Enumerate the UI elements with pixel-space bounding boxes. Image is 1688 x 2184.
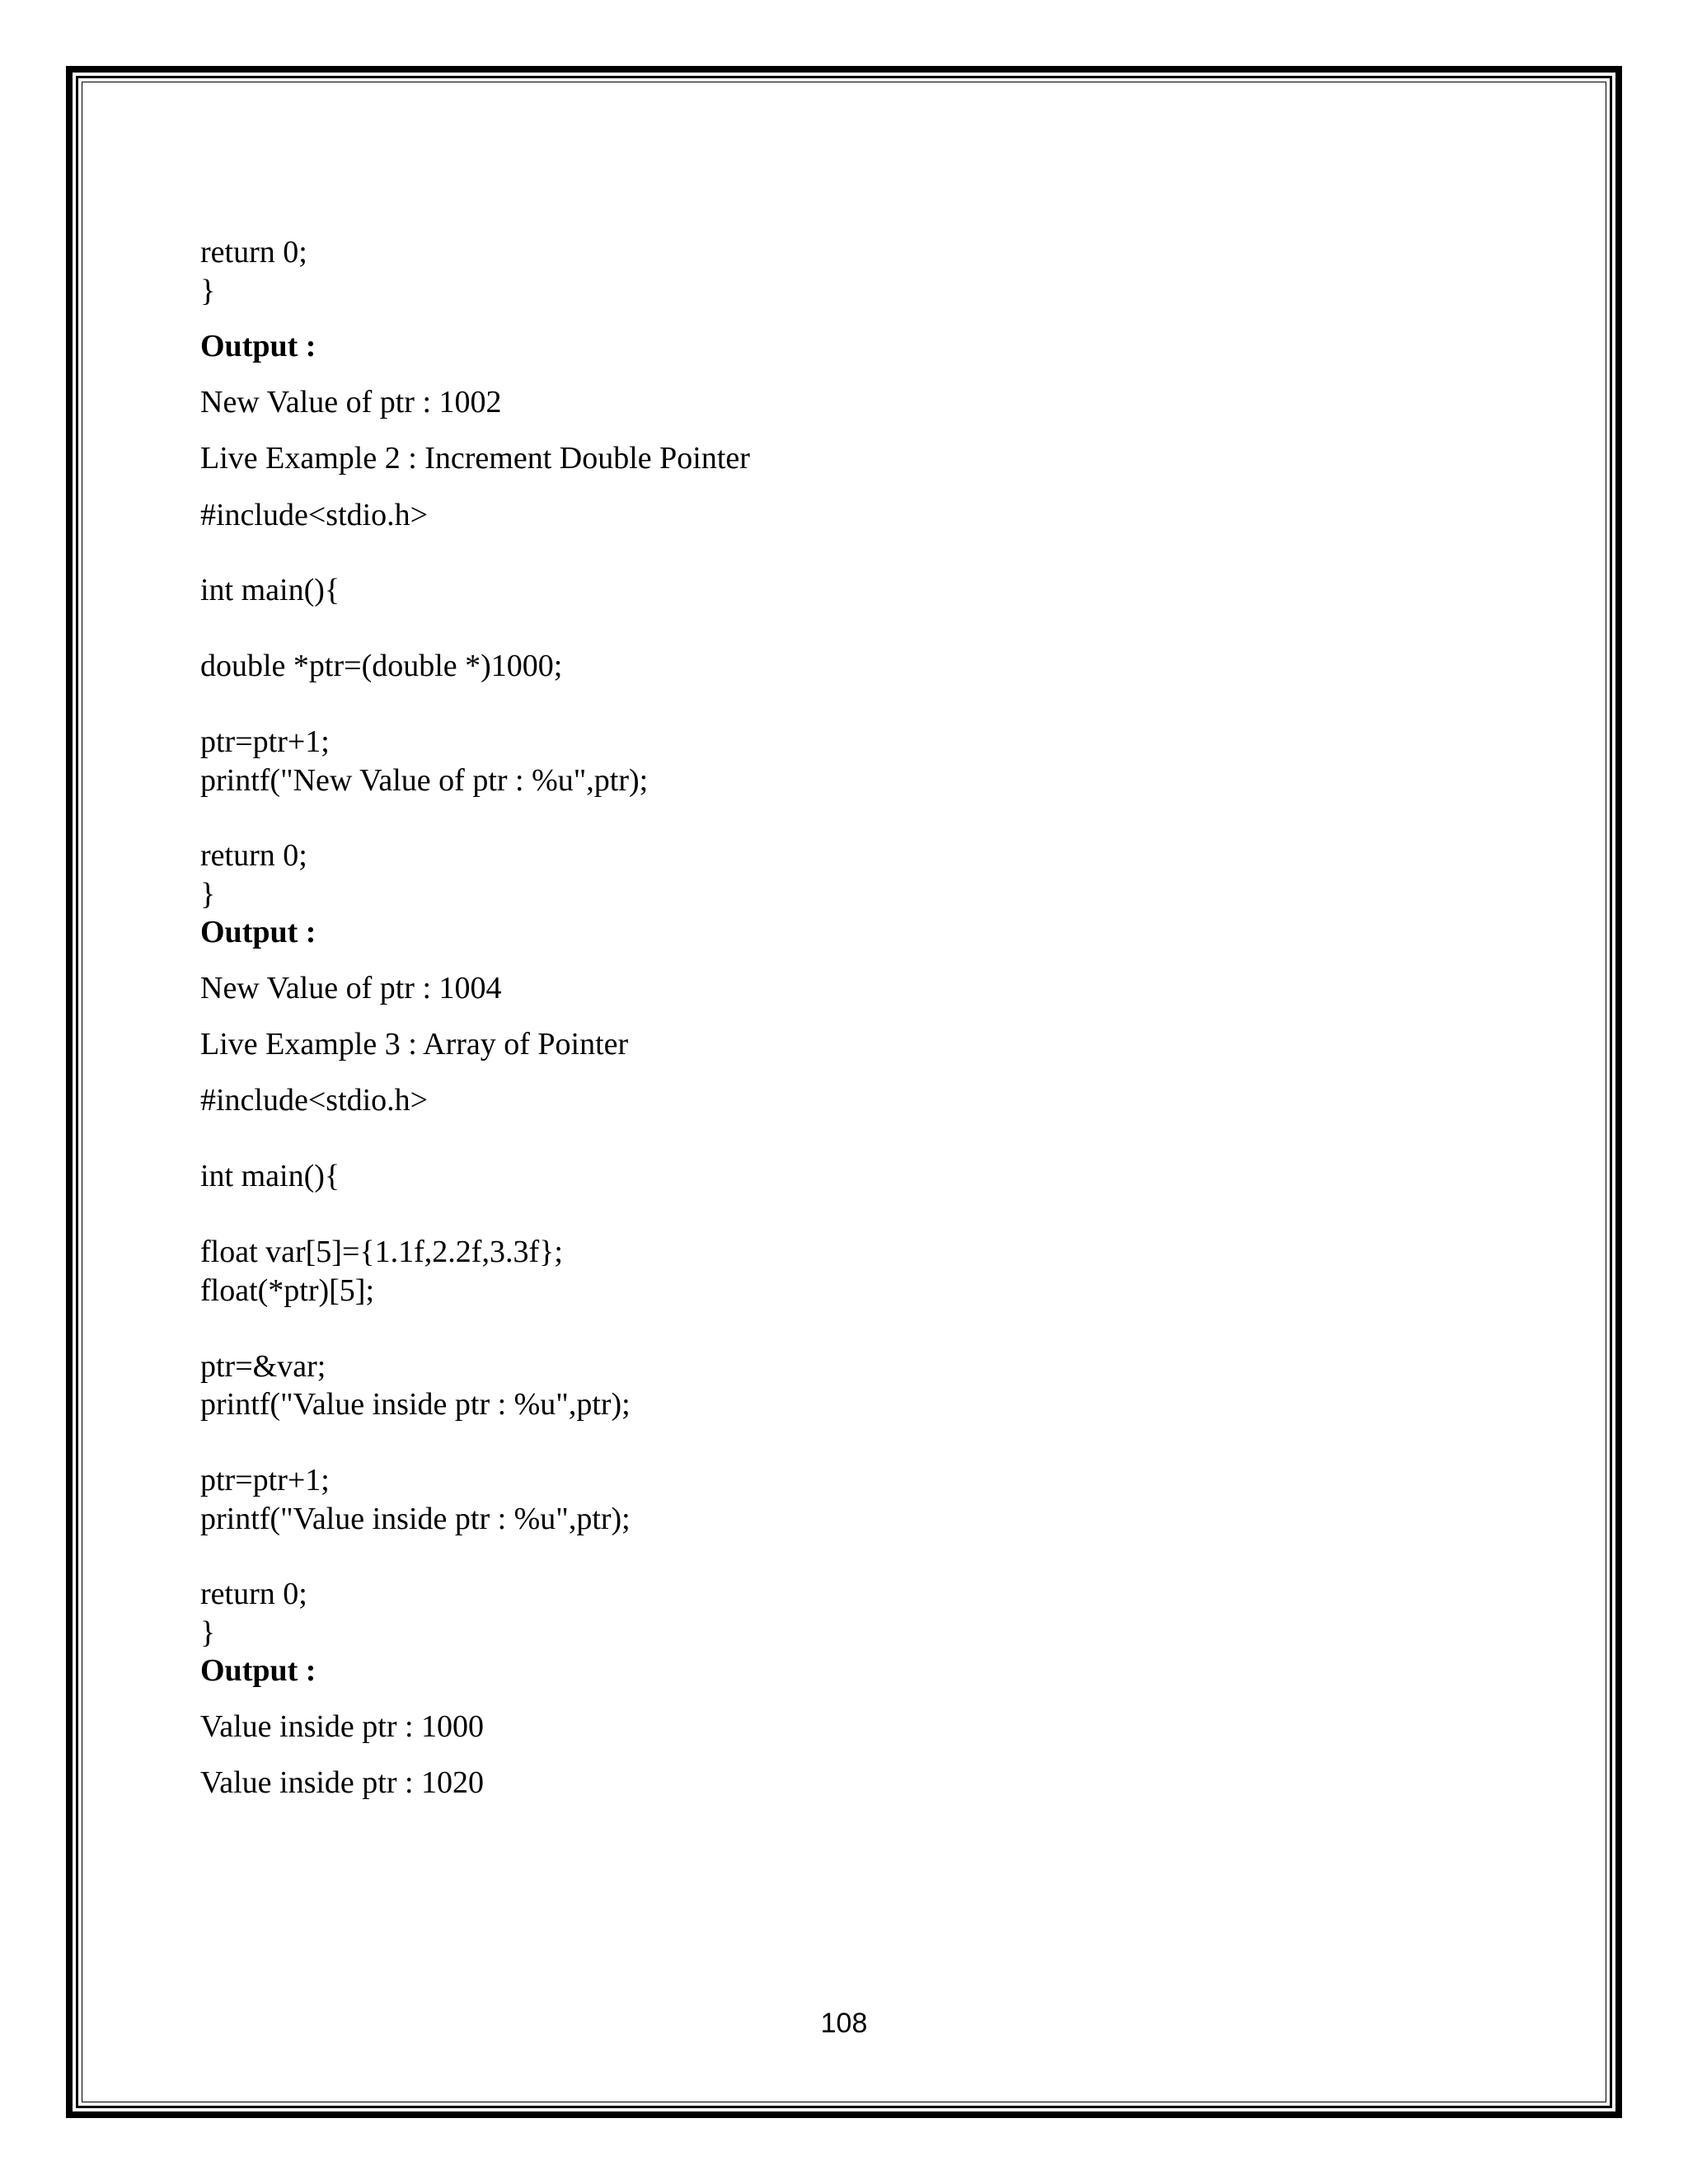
page-number: 108	[820, 2008, 868, 2039]
output-heading: Output :	[200, 1653, 316, 1688]
code-line: ptr=ptr+1;	[200, 724, 330, 759]
code-line: }	[200, 1615, 216, 1650]
code-line: printf("Value inside ptr : %u",ptr);	[200, 1387, 631, 1422]
code-line: ptr=ptr+1;	[200, 1463, 330, 1497]
code-line: return 0;	[200, 235, 307, 269]
output-heading: Output :	[200, 915, 316, 949]
code-line: #include<stdio.h>	[200, 1083, 429, 1118]
code-line: int main(){	[200, 1159, 340, 1193]
code-line: double *ptr=(double *)1000;	[200, 649, 563, 683]
code-line: return 0;	[200, 1577, 307, 1611]
example-title: Live Example 3 : Array of Pointer	[200, 1027, 629, 1062]
code-line: float var[5]={1.1f,2.2f,3.3f};	[200, 1235, 563, 1269]
code-line: return 0;	[200, 838, 307, 873]
code-line: float(*ptr)[5];	[200, 1273, 375, 1308]
code-line: printf("Value inside ptr : %u",ptr);	[200, 1502, 631, 1536]
code-line: }	[200, 274, 216, 308]
example-title: Live Example 2 : Increment Double Pointer	[200, 441, 750, 476]
output-line: Value inside ptr : 1000	[200, 1709, 485, 1744]
code-line: }	[200, 877, 216, 912]
code-line: ptr=&var;	[200, 1349, 326, 1384]
output-line: New Value of ptr : 1002	[200, 385, 502, 419]
code-line: int main(){	[200, 573, 340, 607]
output-line: Value inside ptr : 1020	[200, 1765, 485, 1800]
output-line: New Value of ptr : 1004	[200, 971, 502, 1005]
code-line: printf("New Value of ptr : %u",ptr);	[200, 763, 649, 798]
code-line: #include<stdio.h>	[200, 498, 429, 532]
output-heading: Output :	[200, 329, 316, 363]
